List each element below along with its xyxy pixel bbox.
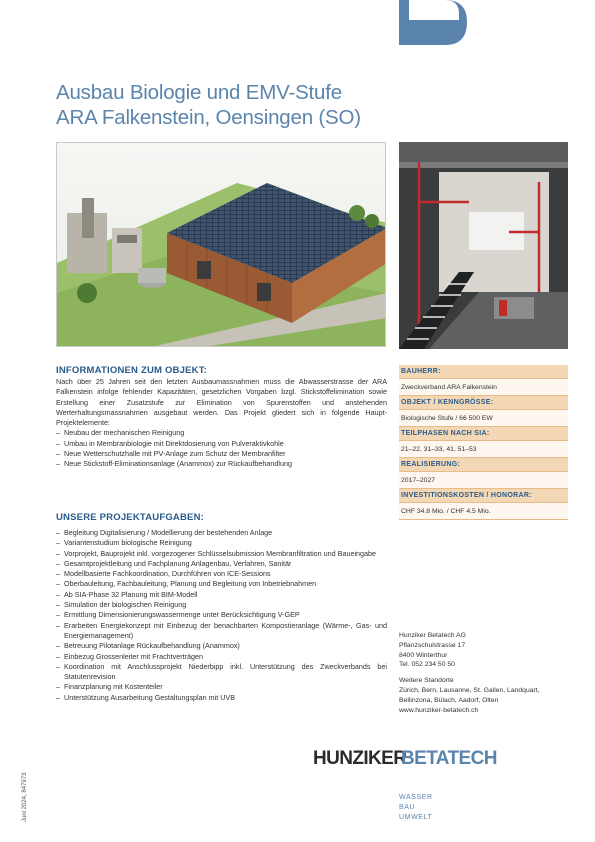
website-link[interactable]: www.hunziker-betatech.ch — [399, 706, 479, 714]
fact-value-costs: CHF 34.8 Mio. / CHF 4.5 Mio. — [399, 503, 568, 520]
list-item: – Betreuung Pilotanlage Rückaufbehandlung (Anammox) — [56, 641, 240, 651]
tasks-section-heading: UNSERE PROJEKTAUFGABEN: — [56, 512, 204, 523]
page-title — [56, 80, 456, 130]
brand-name-part-2: BETATECH — [401, 748, 497, 769]
brand-tag-environment: UMWELT — [399, 814, 433, 821]
tasks-section-body — [56, 528, 387, 703]
locations-line-2: Bellinzona, Bülach, Aadorf, Olten — [399, 696, 499, 704]
fact-value-realization: 2017–2027 — [399, 472, 568, 489]
info-list — [56, 428, 387, 469]
side-note — [22, 742, 32, 822]
info-section-body — [56, 377, 387, 470]
list-item: – Einbezug Grossenleiter mit Frachtverträgen — [56, 651, 204, 661]
list-item: – Neubau der mechanischen Reinigung — [56, 428, 185, 438]
fact-label-phases: TEILPHASEN NACH SIA: — [399, 427, 568, 441]
list-item: – Erarbeiten Energiekonzept mit Einbezug der benachbarten Kompostieranlage (Wärme-, Gas- und Energiemanagement) — [56, 620, 387, 640]
fact-label-client: BAUHERR: — [399, 365, 568, 379]
tasks-list — [56, 528, 387, 703]
document-date-code: Juni 2024, 847973 — [22, 772, 28, 822]
brand-tag-water: WASSER — [399, 794, 433, 801]
fact-value-object: Biologische Stufe / 66 500 EW — [399, 410, 568, 427]
project-render-image — [56, 142, 386, 347]
list-item: – Vorprojekt, Bauprojekt inkl. vorgezogener Schlüsselsubmission Membranfiltration und Baueingabe — [56, 548, 377, 558]
project-facts-table — [399, 365, 568, 520]
fact-label-realization: REALISIERUNG: — [399, 458, 568, 472]
list-item: – Neue Wetterschutzhalle mit PV-Anlage zum Schutz der Membranfilter — [56, 449, 286, 459]
company-city: 8400 Winterthur — [399, 651, 448, 659]
hunziker-betatech-logo — [313, 745, 513, 769]
list-item: – Koordination mit Anschlussprojekt Niederbipp inkl. Unterstützung des Zweckverbands bei Statutenrevision — [56, 661, 387, 682]
fact-value-phases: 21–22, 31–33, 41, 51–53 — [399, 441, 568, 458]
fact-label-object: OBJEKT / KENNGRÖSSE: — [399, 396, 568, 410]
company-street: Pflanzschulstrasse 17 — [399, 641, 466, 649]
title-line-1: Ausbau Biologie und EMV-Stufe — [56, 81, 342, 104]
info-paragraph: Nach über 25 Jahren seit den letzten Ausbaumassnahmen muss die Abwasserstrasse der ARA Falkenstein infolge fehlender Kapazitäten, gesetzlichen Vorgaben bzgl. Stickstoffelimination sowie Erstellung einer Zusatzstufe zur Elimination von Spurenstoffen und anstehenden Werterhaltungsmassnahmen ausgebaut werden. Das Projekt gliedert sich in folgende Haupt-Projektelemente: — [56, 377, 387, 428]
list-item: – Modellbasierte Fachkoordination, Durchführen von ICE-Sessions — [56, 569, 271, 579]
list-item: – Gesamtprojektleitung und Fachplanung Anlagenbau, Verfahren, Sanitär — [56, 558, 292, 568]
company-phone: Tel. 052 234 50 50 — [399, 661, 455, 669]
list-item: – Umbau in Membranbiologie mit Direktdosierung von Pulveraktivkohle — [56, 438, 284, 448]
brand-tag-build: BAU — [399, 804, 416, 811]
list-item: – Finanzplanung mit Kostenteiler — [56, 682, 163, 692]
company-name: Hunziker Betatech AG — [399, 632, 466, 639]
list-item: – Ab SIA-Phase 32 Planung mit BIM-Modell — [56, 589, 198, 599]
locations-line-1: Zürich, Bern, Lausanne, St. Gallen, Landquart, — [399, 686, 540, 694]
list-item: – Begleitung Digitalisierung / Modellierung der bestehenden Anlage — [56, 528, 273, 537]
list-item: – Unterstützung Ausarbeitung Gestaltungsplan mit UVB — [56, 692, 235, 702]
list-item: – Variantenstudium biologische Reinigung — [56, 538, 192, 548]
interior-render-image — [399, 142, 568, 349]
list-item: – Neue Stickstoff-Eliminationsanlage (Anammox) zur Rückaufbehandlung — [56, 459, 292, 469]
fact-label-costs: INVESTITIONSKOSTEN / HONORAR: — [399, 489, 568, 503]
contact-block — [399, 631, 569, 715]
list-item: – Simulation der biologischen Reinigung — [56, 600, 187, 610]
fact-value-client: Zweckverband ARA Falkenstein — [399, 379, 568, 396]
list-item: – Oberbauleitung, Fachbauleitung, Planung und Begleitung von Inbetriebnahmen — [56, 579, 317, 589]
title-line-2: ARA Falkenstein, Oensingen (SO) — [56, 106, 361, 129]
brand-tagline — [399, 793, 433, 823]
list-item: – Ermittlung Dimensionierungswassermenge unter Berücksichtigung V-GEP — [56, 610, 300, 620]
brand-name-part-1: HUNZIKER — [313, 748, 407, 769]
company-logo-mark — [399, 0, 467, 45]
info-section-heading: INFORMATIONEN ZUM OBJEKT: — [56, 365, 208, 376]
locations-heading: Weitere Standorte — [399, 677, 454, 685]
